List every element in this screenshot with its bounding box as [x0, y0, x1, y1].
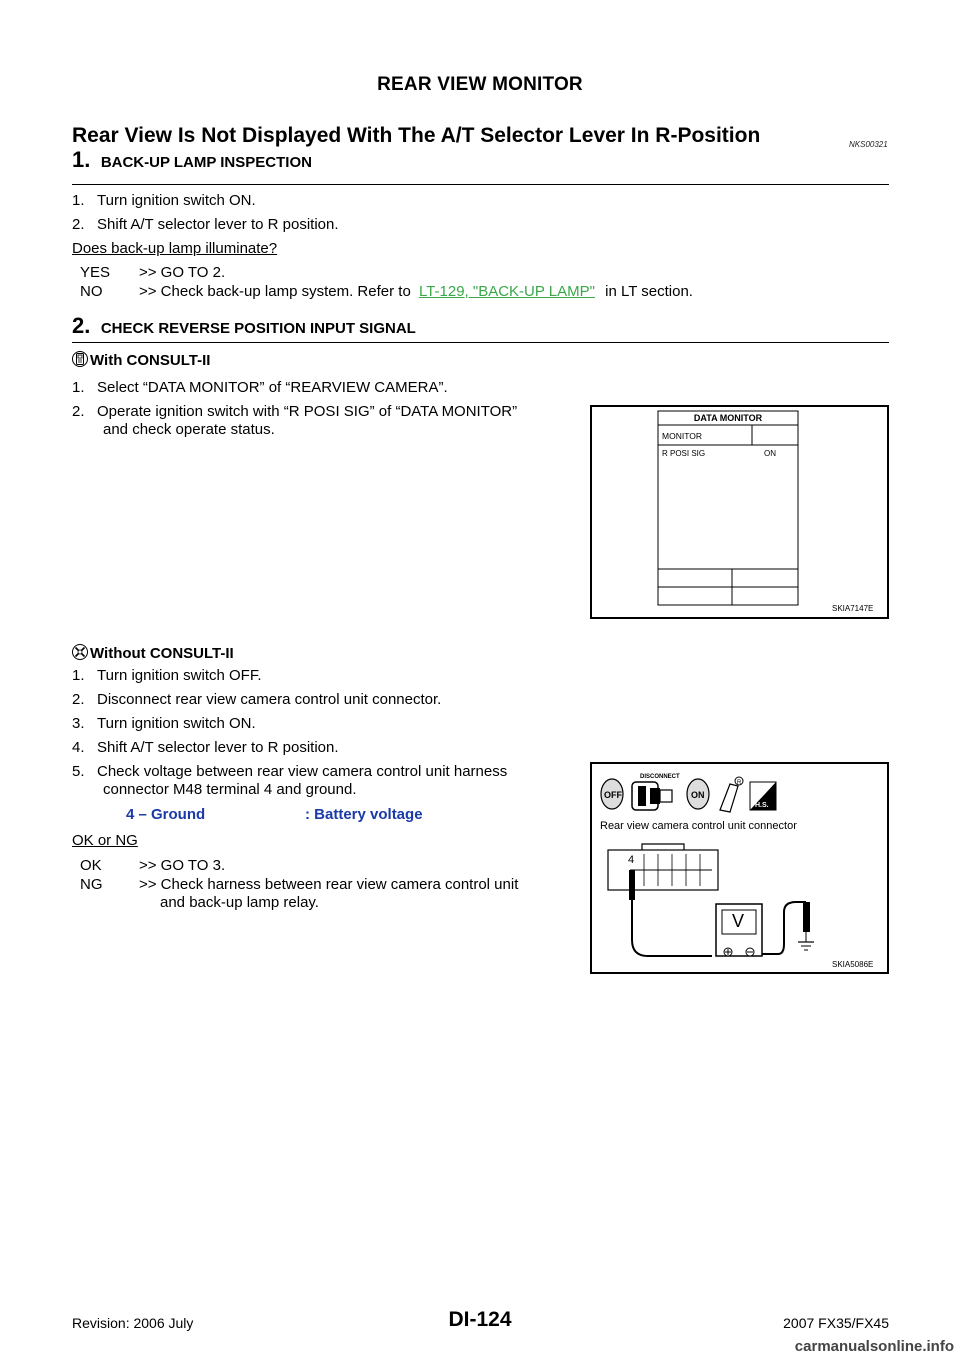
step-1-no-label: NO: [80, 283, 103, 300]
step-1-item-1: 1. Turn ignition switch ON.: [72, 192, 256, 209]
with-item-2-cont: and check operate status.: [103, 421, 275, 438]
footer-model: 2007 FX35/FX45: [783, 1315, 889, 1331]
screen-title: DATA MONITOR: [693, 413, 763, 423]
page-header-title: REAR VIEW MONITOR: [377, 74, 583, 95]
step-1-yes-text: >> GO TO 2.: [139, 264, 226, 281]
footer-page-code: DI-124: [448, 1308, 512, 1331]
section-title: Rear View Is Not Displayed With The A/T Selector Lever In R-Position: [72, 124, 761, 147]
consult-icon: [72, 350, 88, 373]
harness-side-icon: [750, 782, 776, 810]
with-item-2: 2. Operate ignition switch with “R POSI SIG” of “DATA MONITOR”: [72, 403, 518, 420]
back-up-lamp-link[interactable]: LT-129, "BACK-UP LAMP": [418, 283, 595, 300]
with-consult-heading: [72, 350, 210, 373]
step-2-question: OK or NG: [72, 832, 138, 849]
monitor-column-header: MONITOR: [662, 431, 702, 441]
disconnect-icon: [632, 782, 672, 810]
ignition-on-icon: [687, 779, 709, 809]
section-code: NKS00321: [849, 140, 888, 149]
connector-check-figure: [590, 762, 889, 974]
without-item-1: 1. Turn ignition switch OFF.: [72, 667, 262, 684]
step-1-item-2: 2. Shift A/T selector lever to R position.: [72, 216, 339, 233]
step-2-heading: [72, 313, 416, 339]
ok-label: OK: [80, 857, 102, 874]
data-monitor-figure: [590, 405, 889, 619]
step-1-no-text-post: in LT section.: [605, 283, 693, 300]
figure-2-code: SKIA5086E: [832, 960, 874, 969]
step-1-question: Does back-up lamp illuminate?: [72, 240, 278, 257]
terminal-4-label: 4: [628, 854, 635, 866]
ng-text-1: >> Check harness between rear view camera control unit: [139, 876, 519, 893]
step-2-rule: [72, 342, 889, 343]
step-1-heading: [72, 147, 312, 173]
step-1-yes-label: YES: [80, 264, 111, 281]
disconnect-label: DISCONNECT: [640, 774, 680, 780]
selector-lever-icon: [720, 777, 743, 812]
without-item-4: 4. Shift A/T selector lever to R position.: [72, 739, 339, 756]
without-item-5-cont: connector M48 terminal 4 and ground.: [103, 781, 357, 798]
spec-terminal: 4 – Ground: [126, 806, 206, 823]
svg-text:ON: ON: [691, 790, 705, 800]
step-2-number: 2.: [72, 313, 91, 338]
svg-text:R: R: [737, 780, 742, 786]
spec-value: : Battery voltage: [305, 806, 423, 823]
without-consult-heading: [72, 643, 234, 666]
footer-revision: Revision: 2006 July: [72, 1315, 194, 1331]
without-item-3: 3. Turn ignition switch ON.: [72, 715, 256, 732]
without-consult-label: Without CONSULT-II: [90, 645, 234, 662]
without-item-2: 2. Disconnect rear view camera control unit connector.: [72, 691, 442, 708]
svg-text:H.S.: H.S.: [755, 802, 769, 809]
without-item-5: 5. Check voltage between rear view camera control unit harness: [72, 763, 508, 780]
with-consult-label: With CONSULT-II: [90, 352, 211, 369]
step-1-number: 1.: [72, 147, 91, 172]
ignition-off-icon: [601, 779, 623, 809]
svg-text:OFF: OFF: [604, 790, 622, 800]
step-1-rule: [72, 184, 889, 185]
r-posi-sig-label: R POSI SIG: [662, 449, 706, 458]
ng-text-2: and back-up lamp relay.: [160, 894, 319, 911]
ok-text: >> GO TO 3.: [139, 857, 226, 874]
step-1-no-text: >> Check back-up lamp system. Refer to: [139, 283, 411, 300]
r-posi-sig-value: ON: [764, 449, 776, 458]
step-1-no-row: [139, 283, 693, 301]
step-2-title: CHECK REVERSE POSITION INPUT SIGNAL: [100, 320, 416, 337]
watermark: carmanualsonline.info: [794, 1338, 954, 1355]
step-1-title: BACK-UP LAMP INSPECTION: [100, 154, 312, 171]
figure-1-code: SKIA7147E: [832, 604, 874, 613]
ng-label: NG: [80, 876, 103, 893]
connector-label: Rear view camera control unit connector: [600, 820, 797, 832]
voltmeter-label: V: [732, 911, 745, 931]
with-item-1: 1. Select “DATA MONITOR” of “REARVIEW CAMERA”.: [72, 379, 448, 396]
no-tool-icon: [72, 643, 88, 666]
